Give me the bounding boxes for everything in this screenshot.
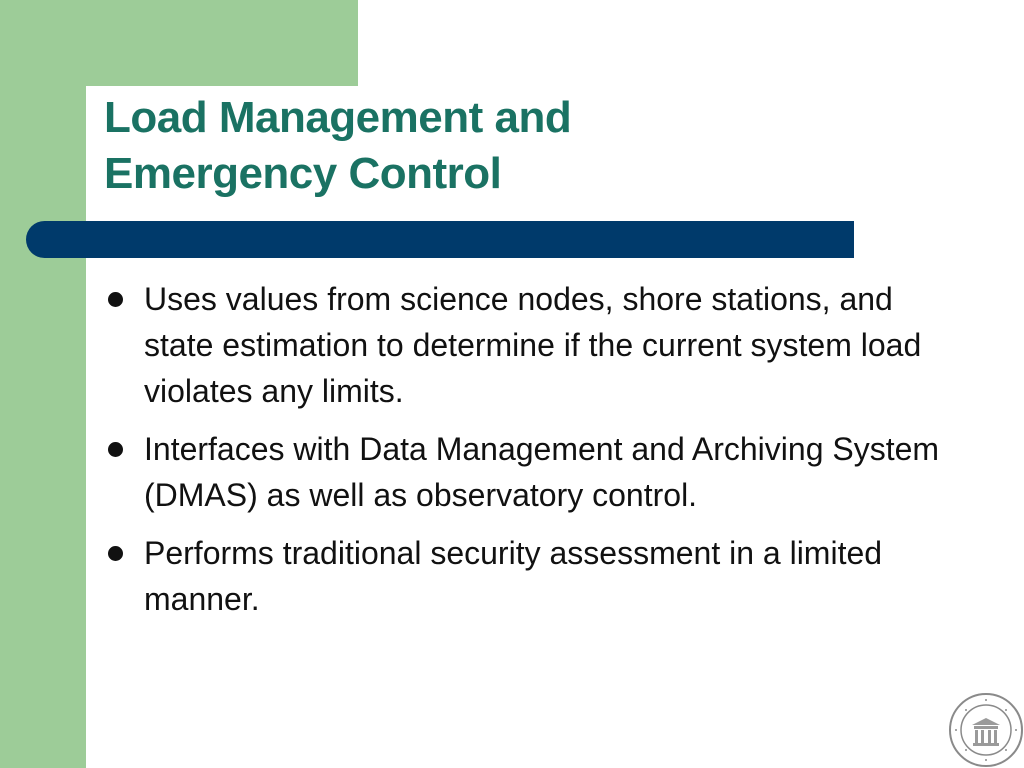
bullet-dot-icon <box>108 546 123 561</box>
bullet-item-2 <box>106 426 966 518</box>
title-divider-bar <box>26 221 854 258</box>
bullet-item-1 <box>106 276 966 414</box>
slide-title-line-2: Emergency Control <box>104 149 502 198</box>
slide-title-line-1: Load Management and <box>104 93 572 142</box>
bullet-text-2: Interfaces with Data Management and Archiving System (DMAS) as well as observatory control. <box>144 431 940 513</box>
bullet-text-3: Performs traditional security assessment in a limited manner. <box>144 535 883 617</box>
left-green-band <box>0 0 86 768</box>
university-seal-icon <box>948 692 1024 768</box>
slide-title <box>104 90 571 202</box>
bullet-dot-icon <box>108 292 123 307</box>
bullet-item-3 <box>106 530 966 622</box>
bullet-text-1: Uses values from science nodes, shore stations, and state estimation to determine if the current system load violates any limits. <box>144 281 922 409</box>
bullet-dot-icon <box>108 442 123 457</box>
bullet-list <box>106 276 966 634</box>
top-green-band <box>86 0 358 86</box>
